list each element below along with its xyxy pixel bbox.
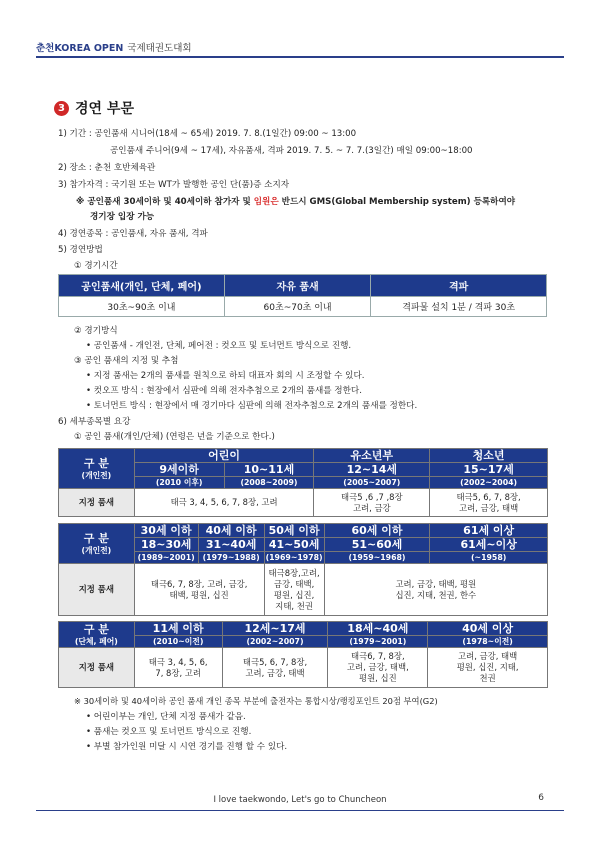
item-time: ① 경기시간 — [74, 261, 118, 271]
group-61: 61세 이상 — [430, 524, 548, 538]
time-table — [58, 274, 547, 317]
item-period: 1) 기간 : 공인품새 시니어(18세 ~ 65세) 2019. 7. 8.(1일간) 09:00 ~ 13:00 — [58, 129, 357, 139]
team-poomsae-11: 태극 3, 4, 5, 6, 7, 8장, 고려 — [134, 648, 222, 688]
gubun-cell: 구 분 (개인전) — [59, 449, 135, 489]
age-table-youth — [58, 448, 548, 517]
group-youth: 유소년부 — [314, 449, 430, 463]
poomsae-youth: 태극5 ,6 ,7 ,8장 고려, 금강 — [314, 489, 430, 517]
age-9: 9세이하 — [134, 463, 224, 477]
page-number: 6 — [538, 793, 544, 803]
age-51-60: 51~60세 — [324, 538, 430, 552]
year-61-plus: (~1958) — [430, 552, 548, 564]
age-table-team — [58, 621, 548, 688]
poomsae-children: 태극 3, 4, 5, 6, 7, 8장, 고려 — [134, 489, 314, 517]
time-header-recognized: 공인품새(개인, 단체, 페어) — [59, 275, 225, 297]
gms-note-a: ※ 공인품새 30세이하 및 40세이하 참가자 및 — [76, 197, 254, 207]
item-recognized-poomsae: ① 공인 품새(개인/단체) (연령은 년을 기준으로 한다.) — [74, 432, 275, 442]
section-number-badge: 3 — [54, 101, 69, 116]
group-60: 60세 이하 — [324, 524, 430, 538]
designation-b: • 컷오프 방식 : 현장에서 심판에 의해 전자추첨으로 2개의 품새를 정한다. — [86, 386, 362, 396]
section-title — [54, 98, 134, 118]
note-children: • 어린이부는 개인, 단체 지정 품새가 같음. — [86, 712, 246, 722]
header-brand: 춘천KOREA OPEN — [36, 43, 124, 54]
group-teen: 청소년 — [430, 449, 548, 463]
gubun-cell-2: 구 분 (개인전) — [59, 524, 135, 564]
item-venue: 2) 장소 : 춘천 호반체육관 — [58, 163, 156, 173]
age-61-plus: 61세~이상 — [430, 538, 548, 552]
age-15-17: 15~17세 — [430, 463, 548, 477]
year-15-17: (2002~2004) — [430, 477, 548, 489]
age-41-50: 41~50세 — [264, 538, 324, 552]
team-poomsae-12-17: 태극5, 6, 7, 8장, 고려, 금강, 태백 — [222, 648, 328, 688]
team-year-12-17: (2002~2007) — [222, 636, 328, 648]
designated-label-2: 지정 품새 — [59, 564, 135, 616]
age-18-30: 18~30세 — [134, 538, 198, 552]
age-table-adult — [58, 523, 548, 616]
team-year-11: (2010~이전) — [134, 636, 222, 648]
age-10-11: 10~11세 — [224, 463, 314, 477]
item-events: 4) 경연종목 : 공인품새, 자유 품새, 격파 — [58, 229, 208, 239]
gms-note — [76, 196, 515, 208]
item-format: ② 경기방식 — [74, 326, 118, 336]
section-title-text: 경연 부문 — [75, 101, 134, 117]
note-format: • 품새는 컷오프 및 토너먼트 방식으로 진행. — [86, 727, 252, 737]
team-poomsae-40-plus: 고려, 금강, 태백 평원, 십진, 지태, 천권 — [428, 648, 548, 688]
footer-divider — [36, 810, 564, 811]
gms-note-c: 경기장 입장 가능 — [90, 212, 155, 222]
poomsae-50: 태극8장,고려, 금강, 태백, 평원, 십진, 지태, 천권 — [264, 564, 324, 616]
team-age-12-17: 12세~17세 — [222, 622, 328, 636]
item-eligibility: 3) 참가자격 : 국기원 또는 WT가 발행한 공인 단(품)증 소지자 — [58, 180, 290, 190]
year-12-14: (2005~2007) — [314, 477, 430, 489]
item-details: 6) 세부종목별 요강 — [58, 417, 131, 427]
poomsae-60-plus: 고려, 금강, 태백, 평원 십진, 지태, 천권, 한수 — [324, 564, 547, 616]
footer-slogan: I love taekwondo, Let's go to Chuncheon — [213, 795, 387, 805]
header-divider — [36, 56, 564, 58]
gms-note-red: 임원은 — [253, 197, 279, 207]
poomsae-30-40: 태극6, 7, 8장, 고려, 금강, 태백, 평원, 십진 — [134, 564, 264, 616]
time-cell-recognized: 30초~90초 이내 — [59, 297, 225, 317]
item-designation: ③ 공인 품새의 지정 및 추첨 — [74, 356, 179, 366]
gms-note-b: 반드시 GMS(Global Membership system) 등록하여야 — [278, 197, 516, 207]
team-age-40-plus: 40세 이상 — [428, 622, 548, 636]
team-year-18-40: (1979~2001) — [328, 636, 428, 648]
time-header-free: 자유 품새 — [224, 275, 370, 297]
ranking-note: ※ 30세이하 및 40세이하 공인 품새 개인 종목 부분에 출전자는 통합시상/랭킹포인트 20점 부여(G2) — [74, 696, 438, 706]
year-51-60: (1959~1968) — [324, 552, 430, 564]
note-exhibition: • 부별 참가인원 미달 시 시연 경기를 진행 할 수 있다. — [86, 742, 288, 752]
time-cell-free: 60초~70초 이내 — [224, 297, 370, 317]
team-poomsae-18-40: 태극6, 7, 8장, 고려, 금강, 태백, 평원, 십진 — [328, 648, 428, 688]
age-31-40: 31~40세 — [198, 538, 264, 552]
page-header — [36, 40, 192, 54]
year-18-30: (1989~2001) — [134, 552, 198, 564]
year-10-11: (2008~2009) — [224, 477, 314, 489]
time-cell-break: 격파물 설치 1분 / 격파 30초 — [371, 297, 547, 317]
designated-label: 지정 품새 — [59, 489, 135, 517]
team-age-11: 11세 이하 — [134, 622, 222, 636]
poomsae-teen: 태극5, 6, 7, 8장, 고려, 금강, 태백 — [430, 489, 548, 517]
group-children: 어린이 — [134, 449, 314, 463]
year-41-50: (1969~1978) — [265, 553, 323, 562]
designation-a: • 지정 품새는 2개의 품새를 원칙으로 하되 대표자 회의 시 조정할 수 있다. — [86, 371, 365, 381]
group-40: 40세 이하 — [198, 524, 264, 538]
year-31-40: (1979~1988) — [198, 552, 264, 564]
format-detail: • 공인품새 - 개인전, 단체, 페어전 : 컷오프 및 토너먼트 방식으로 진행. — [86, 341, 352, 351]
gubun-cell-3: 구 분 (단체, 페어) — [59, 622, 135, 648]
item-period-2: 공인품새 주니어(9세 ~ 17세), 자유품새, 격파 2019. 7. 5. ~ 7. 7.(3일간) 매일 09:00~18:00 — [110, 146, 473, 156]
group-30: 30세 이하 — [134, 524, 198, 538]
header-subtitle: 국제태권도대회 — [127, 43, 192, 54]
group-50: 50세 이하 — [264, 524, 324, 538]
designation-c: • 토너먼트 방식 : 현장에서 매 경기마다 심판에 의해 전자추첨으로 2개의 품새를 정한다. — [86, 401, 418, 411]
item-method: 5) 경연방법 — [58, 245, 103, 255]
year-9: (2010 이후) — [134, 477, 224, 489]
team-age-18-40: 18세~40세 — [328, 622, 428, 636]
designated-label-3: 지정 품새 — [59, 648, 135, 688]
team-year-40-plus: (1978~이전) — [428, 636, 548, 648]
time-header-break: 격파 — [371, 275, 547, 297]
age-12-14: 12~14세 — [314, 463, 430, 477]
